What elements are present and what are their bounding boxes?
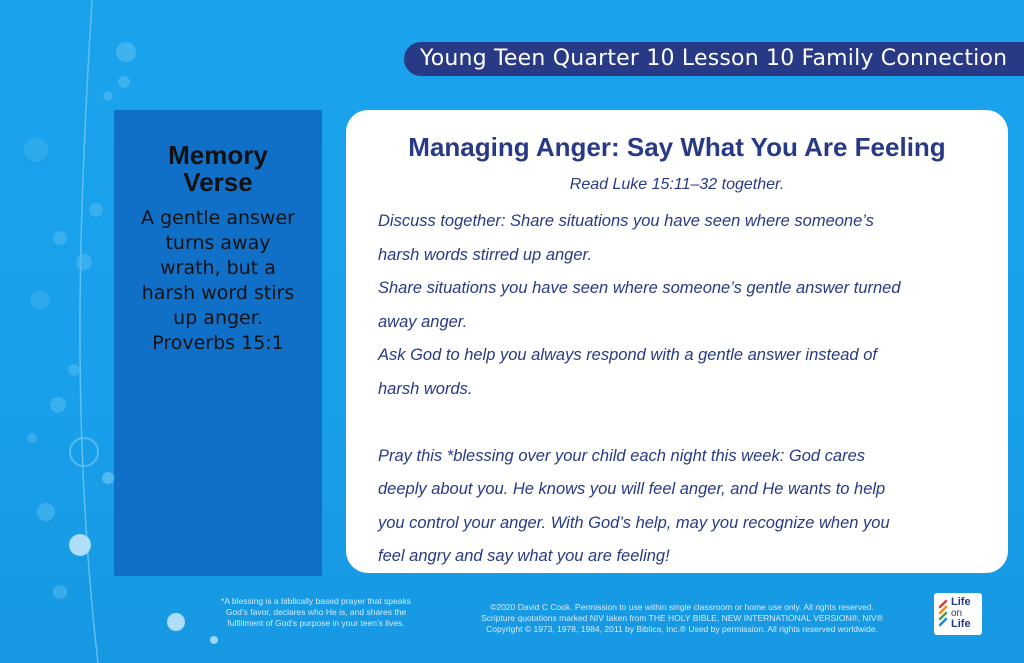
copyright-notice: [442, 602, 922, 635]
memory-verse-line: A gentle answer: [141, 207, 295, 229]
lesson-subtitle: Read Luke 15:11–32 together.: [569, 176, 785, 193]
lesson-line: Share situations you have seen where someone’s gentle answer turned: [378, 279, 901, 297]
lesson-line: away anger.: [378, 312, 468, 331]
lesson-body: [378, 205, 978, 574]
memory-verse-title-line2: Verse: [183, 167, 253, 197]
prayer-line: you control your anger. With God’s help, may you recognize when you: [378, 513, 890, 532]
memory-verse-title: [114, 142, 322, 196]
logo-text-line: Life: [951, 596, 971, 608]
memory-verse-title-line1: Memory: [168, 140, 268, 170]
prayer-line: feel angry and say what you are feeling!: [378, 547, 670, 565]
footnote-line: God’s favor, declares who He is, and shares the: [225, 607, 407, 617]
lesson-line: harsh words stirred up anger.: [378, 245, 592, 264]
blessing-footnote: [200, 596, 432, 629]
copyright-line: Scripture quotations marked NIV taken from THE HOLY BIBLE, NEW INTERNATIONAL VERSION®, NIV®: [481, 613, 883, 623]
logo-text-line: on: [951, 608, 963, 619]
page-title: Young Teen Quarter 10 Lesson 10 Family Connection: [420, 46, 1008, 71]
lesson-line: harsh words.: [378, 379, 473, 398]
memory-verse-reference: Proverbs 15:1: [152, 332, 284, 354]
memory-verse-text: [120, 206, 316, 356]
logo-text-line: Life: [951, 618, 971, 630]
paragraph-gap: [378, 406, 978, 440]
footnote-line: fulfillment of God’s purpose in your teen’s lives.: [227, 618, 405, 628]
lesson-title: Managing Anger: Say What You Are Feeling: [408, 132, 946, 162]
lesson-line: Discuss together: Share situations you have seen where someone’s: [378, 212, 874, 230]
lesson-line: Ask God to help you always respond with a gentle answer instead of: [378, 346, 877, 364]
life-on-life-logo: [934, 593, 982, 635]
footnote-line: *A blessing is a biblically based prayer that speaks: [221, 596, 411, 606]
prayer-line: deeply about you. He knows you will feel anger, and He wants to help: [378, 480, 886, 498]
memory-verse-line: up anger.: [173, 307, 263, 329]
copyright-line: ©2020 David C Cook. Permission to use within single classroom or home use only. All rights reserved.: [490, 602, 874, 612]
copyright-line: Copyright © 1973, 1978, 1984, 2011 by Biblica, Inc.® Used by permission. All rights reserved worldwide.: [486, 624, 878, 634]
memory-verse-line: turns away: [165, 232, 271, 254]
memory-verse-line: harsh word stirs: [141, 282, 295, 304]
prayer-line: Pray this *blessing over your child each night this week: God cares: [378, 446, 865, 465]
logo-stripes-icon: [938, 599, 948, 629]
logo-text: [951, 597, 981, 630]
memory-verse-line: wrath, but a: [160, 257, 276, 279]
